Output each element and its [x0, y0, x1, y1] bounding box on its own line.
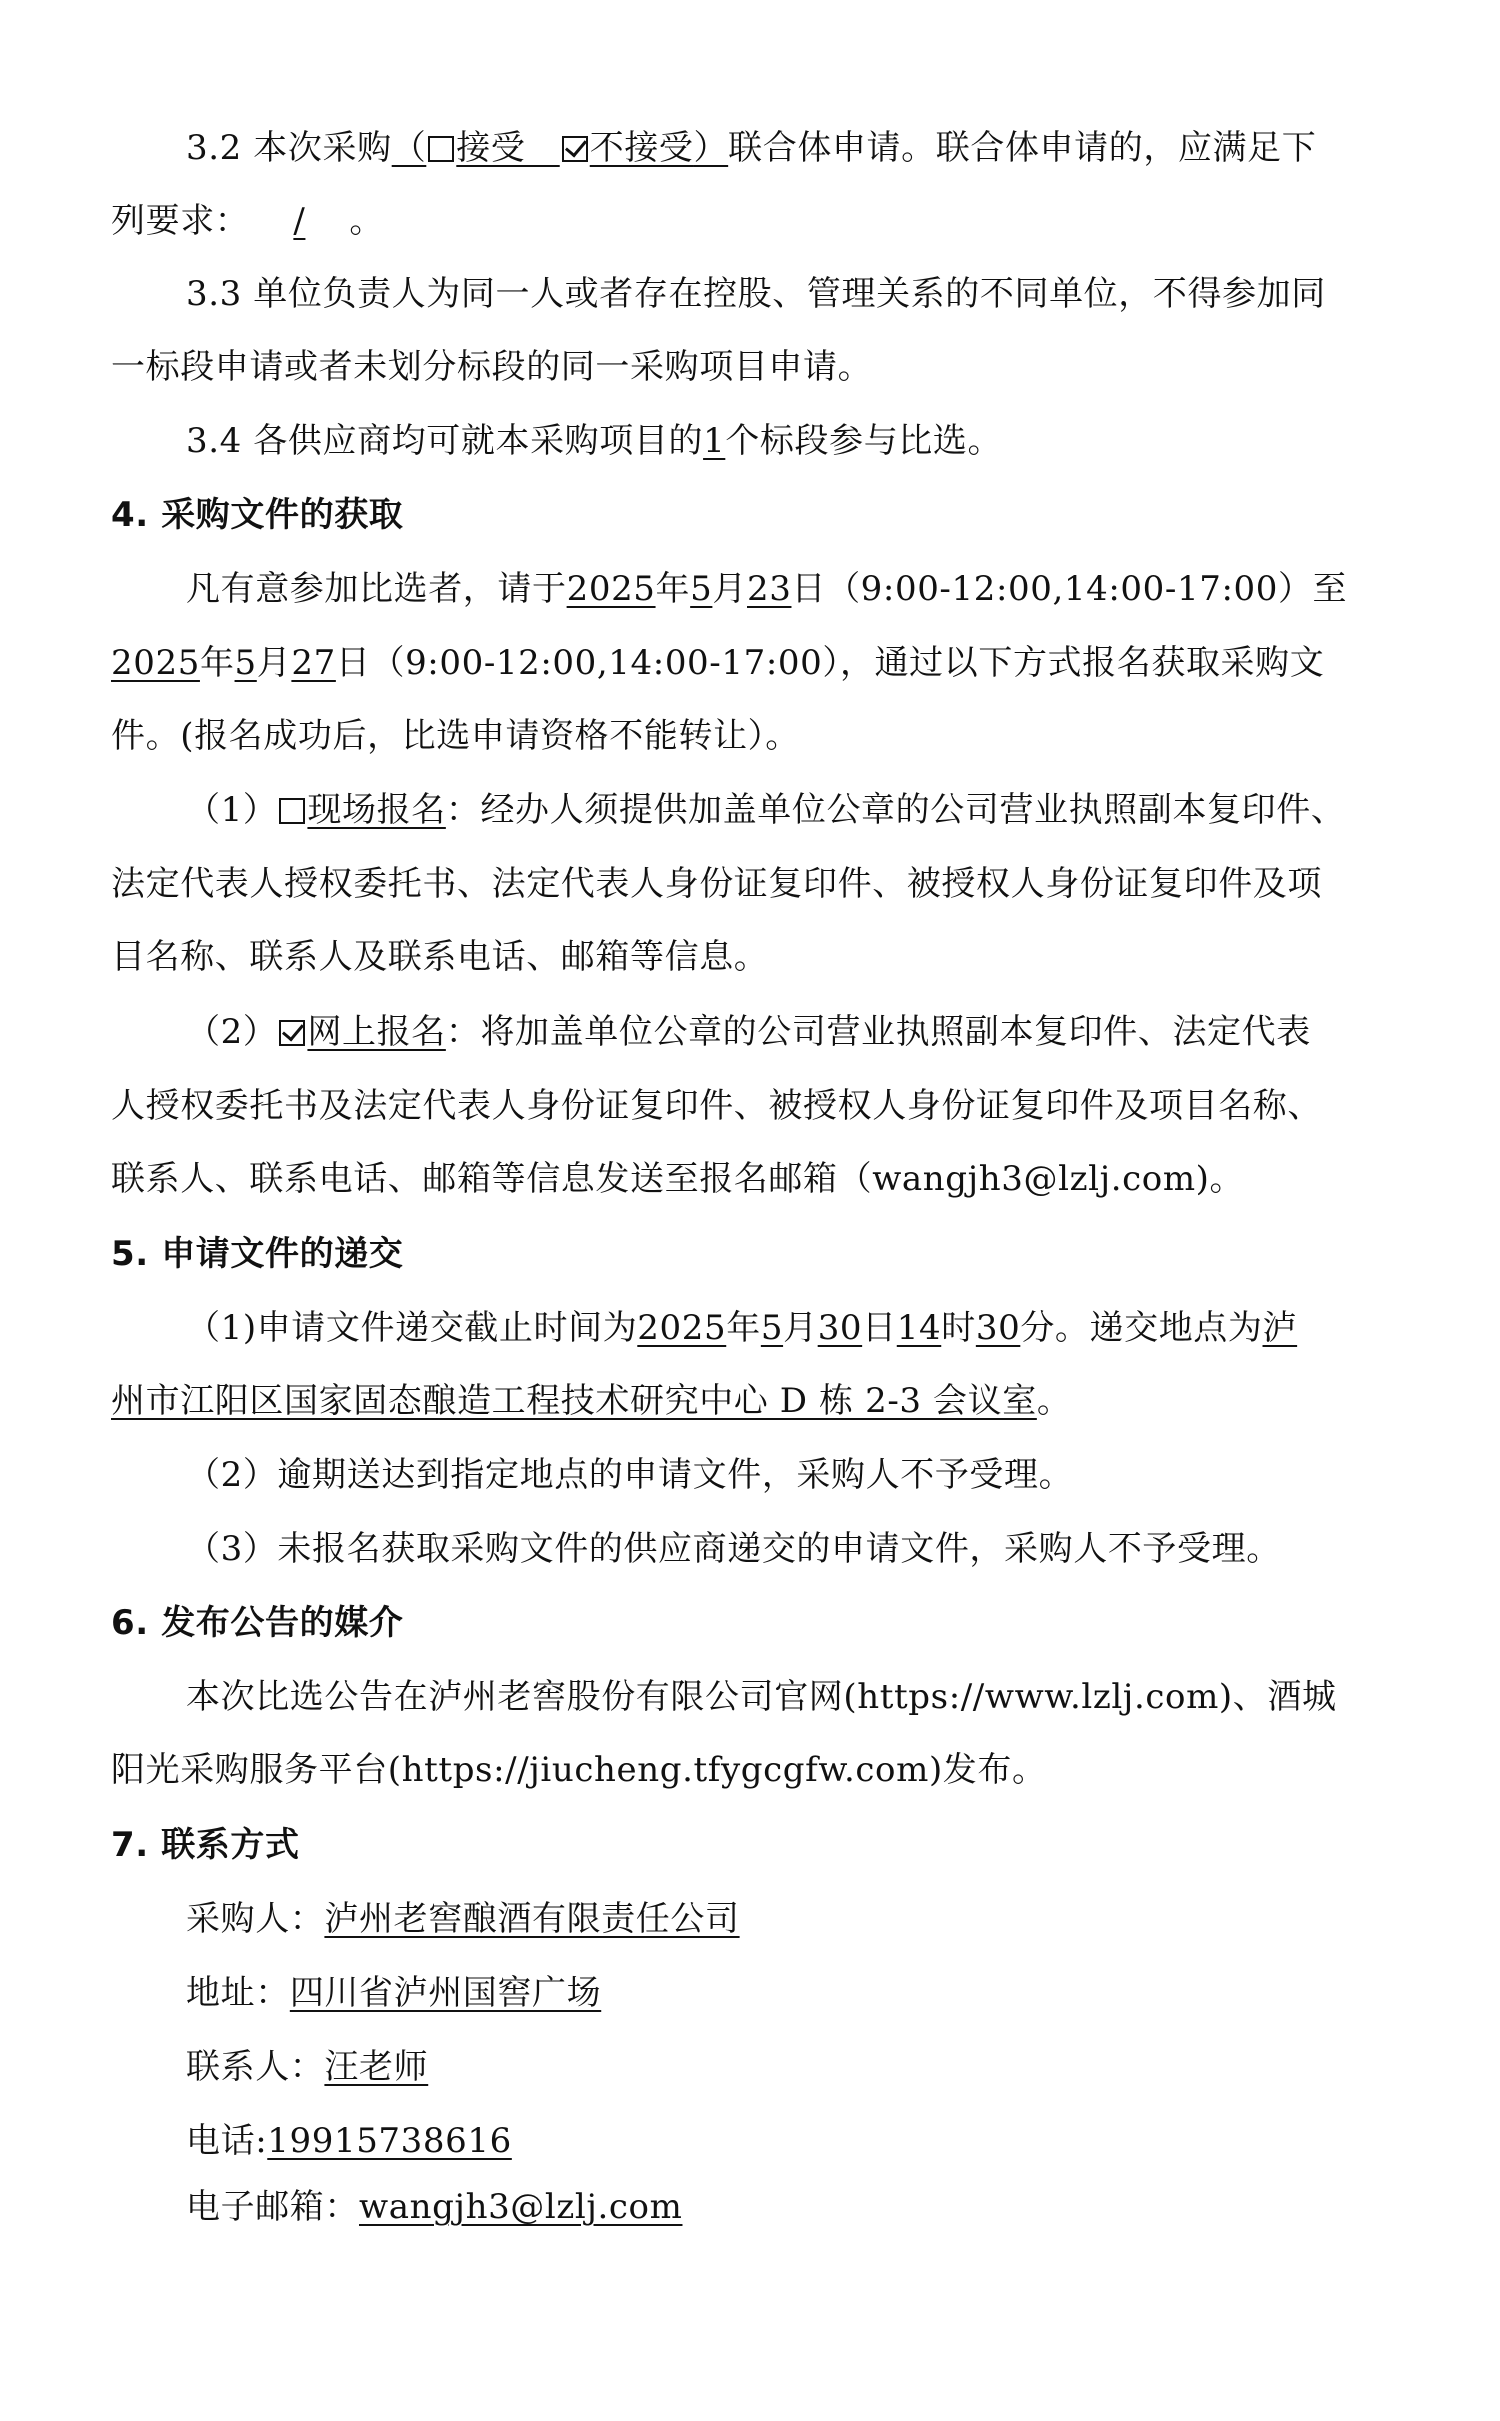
venue-part1: 泸 [1262, 1308, 1298, 1348]
contact-person [186, 2044, 428, 2090]
month-unit: 月 [256, 643, 292, 683]
buyer-label: 采购人： [186, 1899, 325, 1939]
section-3-2-line2 [111, 198, 384, 244]
deadline-month: 5 [760, 1308, 784, 1348]
s32-line2-suffix: 。 [349, 201, 385, 241]
reject-label: 不接受 [589, 128, 694, 168]
contact-buyer [186, 1896, 740, 1942]
contact-email [186, 2184, 705, 2230]
contact-phone [186, 2118, 512, 2164]
buyer-value: 泸州老窖酿酒有限责任公司 [324, 1899, 740, 1939]
accept-label: 接受 [456, 128, 526, 168]
end-day: 27 [291, 643, 336, 683]
s5-intro: （1)申请文件递交截止时间为 [186, 1308, 638, 1348]
day-unit: 日 [862, 1308, 897, 1348]
section-5-line1 [186, 1305, 1297, 1351]
address-value: 四川省泸州国窖广场 [289, 1973, 602, 2013]
online-text1: ：将加盖单位公章的公司营业执照副本复印件、法定代表 [445, 1012, 1311, 1052]
onsite-num: （1） [186, 790, 278, 830]
contact-address [186, 1970, 601, 2016]
s34-prefix: 3.4 各供应商均可就本采购项目的 [186, 421, 704, 461]
email-link[interactable]: wangjh3@lzlj.com [359, 2187, 683, 2227]
time-range-1: （9:00-12:00,14:00-17:00）至 [826, 569, 1348, 609]
contact-value: 汪老师 [324, 2047, 429, 2087]
day-unit: 日 [335, 643, 371, 683]
minute-unit: 分。递交地点为 [1020, 1308, 1263, 1348]
venue-end: 。 [1036, 1381, 1072, 1421]
onsite-registration-line1 [186, 787, 1345, 833]
online-label: 网上报名 [307, 1012, 446, 1052]
time-range-2: （9:00-12:00,14:00-17:00），通过以下方式报名获取采购文 [370, 643, 1325, 683]
deadline-minute: 30 [975, 1308, 1021, 1348]
section-5-p3: （3）未报名获取采购文件的供应商递交的申请文件，采购人不予受理。 [186, 1529, 1281, 1569]
section-4-line3: 件。(报名成功后，比选申请资格不能转让）。 [111, 716, 800, 756]
onsite-registration-line3: 目名称、联系人及联系电话、邮箱等信息。 [111, 937, 769, 977]
start-month: 5 [690, 569, 713, 609]
year-unit: 年 [726, 1308, 761, 1348]
deadline-hour: 14 [896, 1308, 942, 1348]
s34-suffix: 个标段参与比选。 [725, 421, 1003, 461]
end-month: 5 [234, 643, 257, 683]
section-6-line2: 阳光采购服务平台(https://jiucheng.tfygcgfw.com)发布。 [111, 1750, 1047, 1790]
start-day: 23 [747, 569, 792, 609]
section-3-4 [186, 418, 1002, 464]
onsite-checkbox[interactable] [279, 798, 305, 824]
heading-5: 5. 申请文件的递交 [111, 1234, 404, 1274]
onsite-registration-line2: 法定代表人授权委托书、法定代表人身份证复印件、被授权人身份证复印件及项 [111, 864, 1322, 904]
end-year: 2025 [111, 643, 200, 683]
section-count: 1 [703, 421, 726, 461]
start-year: 2025 [566, 569, 656, 609]
month-unit: 月 [783, 1308, 818, 1348]
consortium-requirement-value: / [293, 201, 306, 241]
s32-line2-prefix: 列要求： [111, 201, 250, 241]
section-5-p2: （2）逾期送达到指定地点的申请文件，采购人不予受理。 [186, 1455, 1074, 1495]
section-4-line2 [111, 640, 1324, 686]
s32-prefix: 3.2 本次采购 [186, 128, 392, 168]
s32-suffix: 联合体申请。联合体申请的，应满足下 [728, 128, 1317, 168]
email-label: 电子邮箱： [186, 2187, 359, 2227]
reject-checkbox[interactable] [562, 136, 588, 162]
section-3-3-line2: 一标段申请或者未划分标段的同一采购项目申请。 [111, 347, 873, 387]
hour-unit: 时 [941, 1308, 976, 1348]
year-unit: 年 [655, 569, 691, 609]
section-5-line2 [111, 1378, 1071, 1424]
online-num: （2） [186, 1012, 278, 1052]
onsite-text1: ：经办人须提供加盖单位公章的公司营业执照副本复印件、 [445, 790, 1346, 830]
deadline-day: 30 [817, 1308, 863, 1348]
online-checkbox[interactable] [279, 1020, 305, 1046]
address-label: 地址： [186, 1973, 290, 2013]
section-3-3-line1: 3.3 单位负责人为同一人或者存在控股、管理关系的不同单位，不得参加同 [186, 274, 1326, 314]
heading-4: 4. 采购文件的获取 [111, 495, 404, 535]
onsite-label: 现场报名 [307, 790, 446, 830]
online-registration-line2: 人授权委托书及法定代表人身份证复印件、被授权人身份证复印件及项目名称、 [111, 1086, 1322, 1126]
phone-value: 19915738616 [267, 2121, 512, 2161]
month-unit: 月 [712, 569, 747, 609]
deadline-year: 2025 [637, 1308, 727, 1348]
online-registration-line3: 联系人、联系电话、邮箱等信息发送至报名邮箱（wangjh3@lzlj.com)。 [111, 1159, 1245, 1199]
consortium-options: （ 接受 不接受） [391, 128, 729, 168]
heading-7: 7. 联系方式 [111, 1825, 300, 1865]
section-3-2-line1 [186, 125, 1316, 171]
online-registration-line1 [186, 1009, 1311, 1055]
day-unit: 日 [791, 569, 827, 609]
phone-label: 电话: [186, 2121, 268, 2161]
section-4-line1 [186, 566, 1347, 612]
s4-intro: 凡有意参加比选者，请于 [186, 569, 567, 609]
heading-6: 6. 发布公告的媒介 [111, 1603, 404, 1643]
section-6-line1: 本次比选公告在泸州老窖股份有限公司官网(https://www.lzlj.com)、酒城 [186, 1677, 1337, 1717]
accept-checkbox[interactable] [428, 136, 454, 162]
year-unit: 年 [199, 643, 235, 683]
contact-label: 联系人： [186, 2047, 325, 2087]
venue-part2: 州市江阳区国家固态酿造工程技术研究中心 D 栋 2-3 会议室 [111, 1381, 1037, 1421]
